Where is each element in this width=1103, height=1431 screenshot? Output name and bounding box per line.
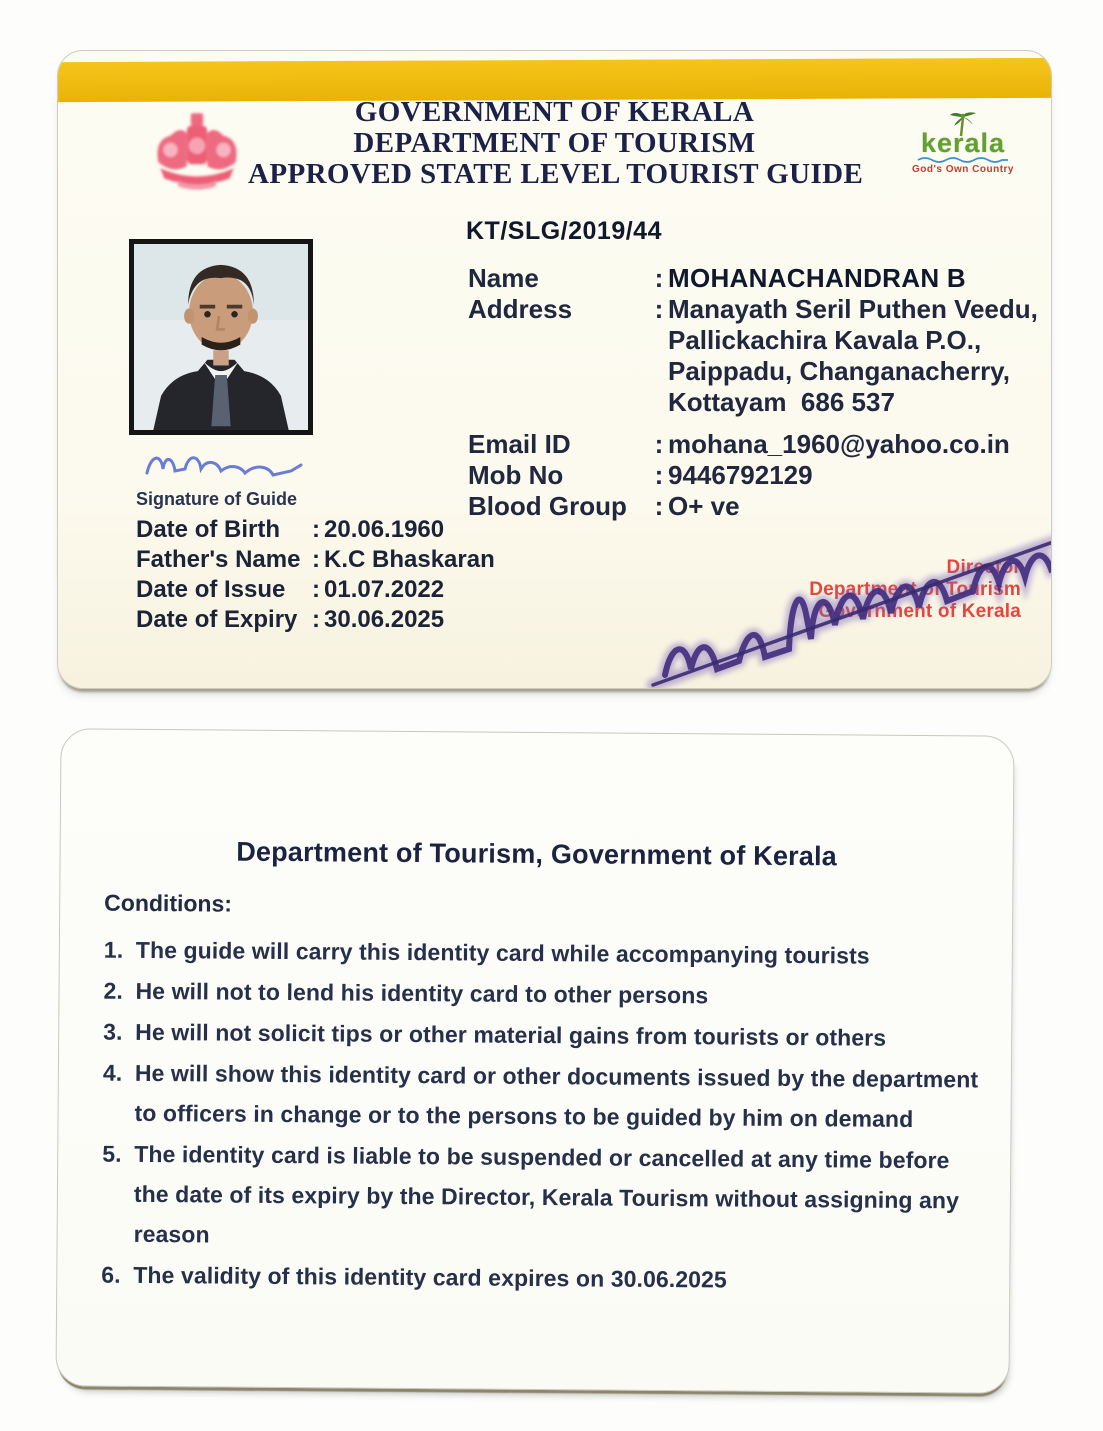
address-line: Paippadu, Changanacherry, (668, 356, 1010, 386)
condition-item (102, 1053, 989, 1140)
contact-details (468, 429, 1052, 522)
kerala-logo-tagline: God's Own Country (912, 164, 1014, 175)
separator: : (312, 546, 320, 573)
authority-title: Director (946, 557, 1021, 578)
condition-item (101, 1255, 987, 1302)
field-label: Blood Group (468, 491, 627, 521)
field-label: Name (468, 263, 539, 293)
field-value: mohana_1960@yahoo.co.in (668, 429, 1010, 459)
condition-number: 6. (101, 1261, 121, 1288)
separator: : (654, 460, 664, 490)
field-label: Email ID (468, 429, 571, 459)
field-address (468, 294, 1052, 418)
separator: : (654, 294, 664, 324)
field-value: 30.06.2025 (324, 606, 445, 633)
field-label: Mob No (468, 460, 564, 490)
field-value: MOHANACHANDRAN B (668, 263, 966, 293)
field-label: Date of Birth (136, 516, 280, 543)
field-value: 9446792129 (668, 460, 813, 490)
condition-item (103, 971, 989, 1018)
field-label: Date of Expiry (136, 606, 298, 633)
condition-text: He will show this identity card or other documents issued by the department to officers in change or to the persons to be guided by him on demand (134, 1059, 979, 1132)
back-title: Department of Tourism, Government of Kerala (236, 836, 838, 872)
field-label: Address (468, 294, 573, 324)
conditions-heading: Conditions: (104, 889, 233, 917)
condition-text: The identity card is liable to be suspended or cancelled at any time before the date of its expiry by the Director, Kerala Tourism without assigning any reason (133, 1140, 960, 1248)
issuing-authority (809, 557, 1021, 623)
front-card (57, 50, 1052, 689)
separator: : (312, 516, 320, 543)
condition-number: 5. (102, 1140, 122, 1167)
title-line-1: GOVERNMENT OF KERALA (354, 96, 755, 128)
guide-photo (129, 239, 313, 435)
authority-dept: Department of Tourism (809, 579, 1021, 600)
separator: : (312, 606, 320, 633)
condition-item (101, 1134, 988, 1261)
field-email (468, 429, 1052, 460)
condition-text: The guide will carry this identity card while accompanying tourists (135, 936, 870, 969)
field-value: 20.06.1960 (324, 516, 445, 543)
kerala-tourism-logo (903, 103, 1023, 175)
separator: : (654, 263, 664, 293)
field-value: O+ ve (668, 491, 740, 521)
condition-text: He will not to lend his identity card to other persons (135, 977, 709, 1009)
identity-details (468, 263, 1052, 522)
condition-number: 4. (102, 1059, 123, 1086)
field-mobile (468, 460, 1052, 491)
field-date-of-issue (136, 575, 495, 605)
field-label: Date of Issue (136, 576, 286, 603)
kerala-govt-emblem-icon (146, 103, 248, 205)
field-label: Father's Name (136, 546, 301, 573)
separator: : (654, 429, 664, 459)
condition-number: 2. (103, 977, 124, 1004)
field-value (668, 294, 1052, 418)
field-date-of-birth (136, 515, 495, 545)
title-line-3: APPROVED STATE LEVEL TOURIST GUIDE (248, 158, 864, 190)
portrait-illustration (134, 244, 308, 430)
address-line: Pallickachira Kavala P.O., (668, 325, 982, 355)
condition-text: The validity of this identity card expires on 30.06.2025 (133, 1261, 727, 1293)
separator: : (312, 576, 320, 603)
field-value: K.C Bhaskaran (324, 546, 495, 573)
conditions-list (101, 930, 990, 1303)
separator: : (654, 491, 664, 521)
authority-govt: Government of Kerala (818, 601, 1021, 622)
back-card (55, 728, 1014, 1393)
field-blood-group (468, 491, 1052, 522)
signature-caption: Signature of Guide (136, 489, 298, 509)
personal-details (136, 515, 495, 635)
condition-number: 1. (103, 936, 124, 963)
guide-signature-image (141, 441, 313, 489)
field-fathers-name (136, 545, 495, 575)
condition-number: 3. (103, 1018, 123, 1045)
field-name (468, 263, 1052, 294)
field-date-of-expiry (136, 605, 495, 635)
id-number: KT/SLG/2019/44 (466, 217, 662, 245)
card-title (248, 96, 864, 190)
kerala-logo-wordmark: kerala (920, 128, 1006, 158)
title-line-2: DEPARTMENT OF TOURISM (353, 127, 756, 159)
field-value: 01.07.2022 (324, 576, 445, 603)
address-line: Manayath Seril Puthen Veedu, (668, 294, 1038, 324)
condition-item (104, 930, 990, 977)
condition-text: He will not solicit tips or other material gains from tourists or others (135, 1018, 887, 1051)
address-line: Kottayam 686 537 (668, 387, 895, 417)
condition-item (103, 1012, 989, 1059)
